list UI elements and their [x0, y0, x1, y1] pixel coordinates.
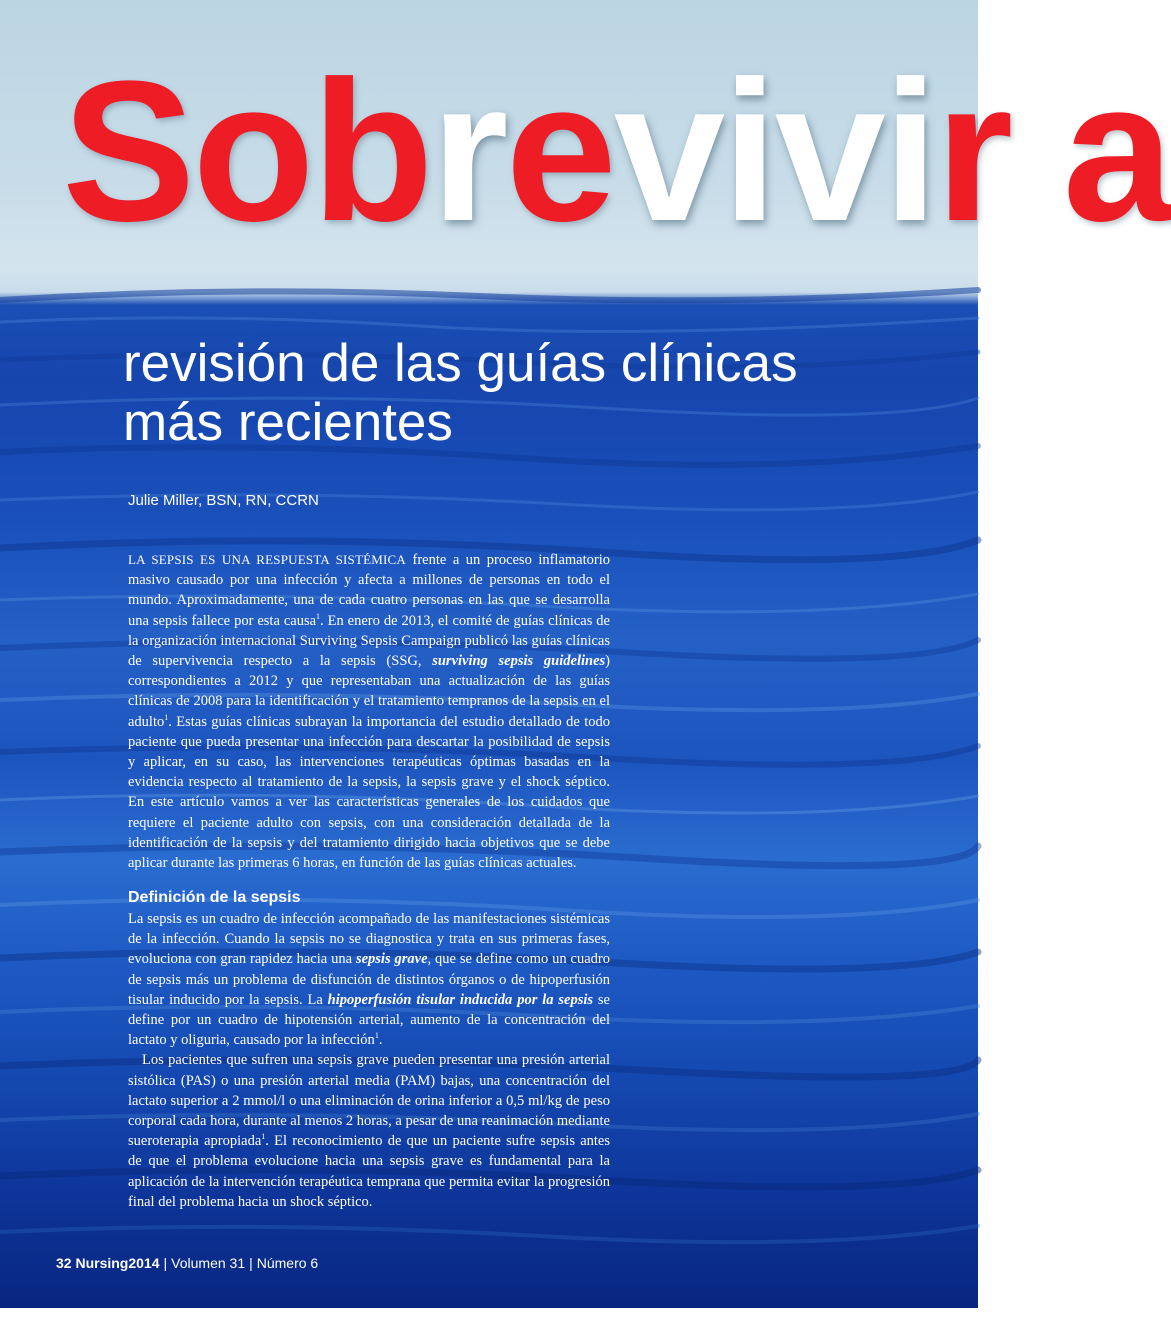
article-subtitle	[123, 334, 883, 452]
title-part: r	[430, 40, 506, 263]
page-number: 32	[56, 1255, 72, 1271]
author-byline: Julie Miller, BSN, RN, CCRN	[128, 492, 319, 509]
issue-label: Número 6	[256, 1255, 319, 1271]
page-footer	[56, 1255, 318, 1271]
intro-lead-in: LA SEPSIS ES UNA RESPUESTA SISTÉMICA	[128, 552, 407, 567]
footer-separator: |	[249, 1255, 253, 1271]
title-part: vivi	[613, 40, 936, 263]
body-paragraph: La sepsis es un cuadro de infección acompañado de las manifestaciones sistémicas de la infección. Cuando la sepsis no se diagnostica y trata en sus primeras fases, evoluciona con gran rapidez hacia una sepsis grave, que se define como un cuadro de sepsis más un problema de disfunción de distintos órganos o de hipoperfusión tisular inducido por la sepsis. La hipoperfusión tisular inducida por la sepsis se define por un cuadro de hipotensión arterial, aumento de la concentración del lactato y oliguria, causado por la infección$^1$.	[128, 911, 610, 1049]
emphasis-text: surviving sepsis guidelines	[432, 653, 606, 670]
reference-marker: 1	[316, 611, 321, 621]
section-definicion	[128, 888, 610, 1212]
reference-marker: 1	[164, 712, 169, 722]
article-title	[62, 40, 1171, 263]
subtitle-line: revisión de las guías clínicas	[123, 334, 798, 393]
title-part: Sob	[62, 40, 431, 263]
title-part: e	[505, 40, 614, 263]
magazine-name: Nursing2014	[75, 1255, 160, 1271]
reference-marker: 1	[374, 1031, 379, 1041]
volume-label: Volumen 31	[171, 1255, 246, 1271]
intro-paragraph	[128, 550, 610, 873]
body-paragraph: Los pacientes que sufren una sepsis grave pueden presentar una presión arterial sistólica (PAS) o una presión arterial media (PAM) bajas, una concentración del lactato superior a 2 mmol/l o una eliminación de orina inferior a 0,5 ml/kg de peso corporal cada hora, durante al menos 2 horas, a pesar de una reanimación mediante sueroterapia apropiada$^1$. El reconocimiento de que un paciente sufre sepsis antes de que el problema evolucione hacia una sepsis grave es fundamental para la aplicación de la intervención terapéutica temprana que permita evitar la progresión final del problema hacia un shock séptico.	[128, 1052, 610, 1210]
subtitle-line: más recientes	[123, 393, 453, 452]
intro-text: LA SEPSIS ES UNA RESPUESTA SISTÉMICA frente a un proceso inflamatorio masivo causado por una infección y afecta a millones de personas en todo el mundo. Aproximadamente, una de cada cuatro personas en las que se desarrolla una sepsis fallece por esta causa$^1$. En enero de 2013, el comité de guías clínicas de la organización internacional Surviving Sepsis Campaign publicó las guías clínicas de supervivencia respecto a la sepsis (SSG, surviving sepsis guidelines) correspondientes a 2012 y que representaban una actualización de las guías clínicas de 2008 para la identificación y el tratamiento tempranos de la sepsis en el adulto$^1$. Estas guías clínicas subrayan la importancia del estudio detallado de todo paciente que pueda presentar una infección para descartar la posibilidad de sepsis y aplicar, en su caso, las intervenciones terapéuticas óptimas basadas en la evidencia respecto al tratamiento de la sepsis, la sepsis grave y el shock séptico. En este artículo vamos a ver las características generales de los cuidados que requiere el paciente adulto con sepsis, con una consideración detallada de la identificación de la sepsis y del tratamiento dirigido hacia objetivos que se debe aplicar durante las primeras 6 horas, en función de las guías clínicas actuales.	[128, 552, 610, 872]
footer-separator: |	[163, 1255, 168, 1271]
emphasis-text: hipoperfusión tisular inducida por la sepsis	[327, 991, 594, 1008]
title-part: r a	[935, 40, 1171, 263]
reference-marker: 1	[261, 1132, 266, 1142]
emphasis-text: sepsis grave	[355, 951, 428, 968]
section-heading: Definición de la sepsis	[128, 889, 301, 906]
